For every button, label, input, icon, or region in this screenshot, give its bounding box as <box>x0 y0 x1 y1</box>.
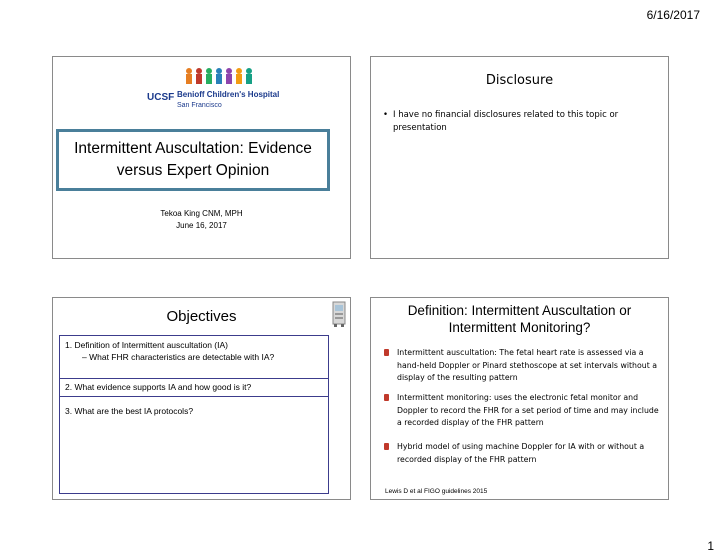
objective-subitem: – What FHR characteristics are detectable with IA? <box>82 352 275 362</box>
definition-text: Intermittent auscultation: The fetal heart rate is assessed via a hand-held Doppler or Pinard stethoscope at set intervals without a display of the resulting pattern <box>397 348 658 382</box>
title-line1: Intermittent Auscultation: Evidence <box>74 140 312 157</box>
bullet-marker-icon <box>384 349 389 356</box>
logo-mark: UCSF <box>147 92 175 103</box>
slide-title <box>52 56 351 259</box>
ucsf-benioff-logo <box>145 67 285 115</box>
logo-line1: Benioff Children's Hospital <box>177 90 280 99</box>
divider <box>60 396 328 397</box>
definition-item <box>397 392 665 430</box>
definition-text: Hybrid model of using machine Doppler for IA with or without a recorded display of the FHR pattern <box>397 442 645 464</box>
slide-definition <box>370 297 669 500</box>
objective-item: 2. What evidence supports IA and how good is it? <box>65 382 252 392</box>
bullet-marker: • <box>383 110 389 120</box>
bullet-marker-icon <box>384 394 389 401</box>
slide-heading: Disclosure <box>485 73 554 88</box>
fetal-monitor-icon <box>332 301 346 327</box>
definition-text: Intermittent monitoring: uses the electronic fetal monitor and Doppler to record the FHR for a set period of time and may include a recorded display of the FHR pattern <box>397 393 659 427</box>
page-date: 6/16/2017 <box>646 8 700 22</box>
bullet-text: I have no financial disclosures related to this topic or presentation <box>393 110 619 133</box>
heading-line1: Definition: Intermittent Auscultation or <box>407 303 632 318</box>
slide-title-box <box>56 129 330 191</box>
bullet-marker-icon <box>384 443 389 450</box>
reference: Lewis D et al FIGO guidelines 2015 <box>385 488 488 495</box>
presentation-date: June 16, 2017 <box>176 221 227 230</box>
bullet-item <box>383 109 658 135</box>
slide-objectives <box>52 297 351 500</box>
logo-line2: San Francisco <box>177 102 222 109</box>
definition-item <box>397 347 665 385</box>
title-line2: versus Expert Opinion <box>116 162 270 179</box>
heading-line2: Intermittent Monitoring? <box>448 320 591 335</box>
children-figures-icon <box>186 68 252 84</box>
page-number: 1 <box>707 539 714 553</box>
objective-item: 3. What are the best IA protocols? <box>65 406 194 416</box>
slide-heading: Objectives <box>166 308 237 325</box>
objective-item: 1. Definition of Intermittent auscultation (IA) <box>65 340 228 350</box>
author: Tekoa King CNM, MPH <box>160 209 243 218</box>
objectives-list <box>59 335 329 494</box>
divider <box>60 378 328 379</box>
slide-disclosure <box>370 56 669 259</box>
slide-heading <box>371 302 668 336</box>
definition-item <box>397 441 665 466</box>
